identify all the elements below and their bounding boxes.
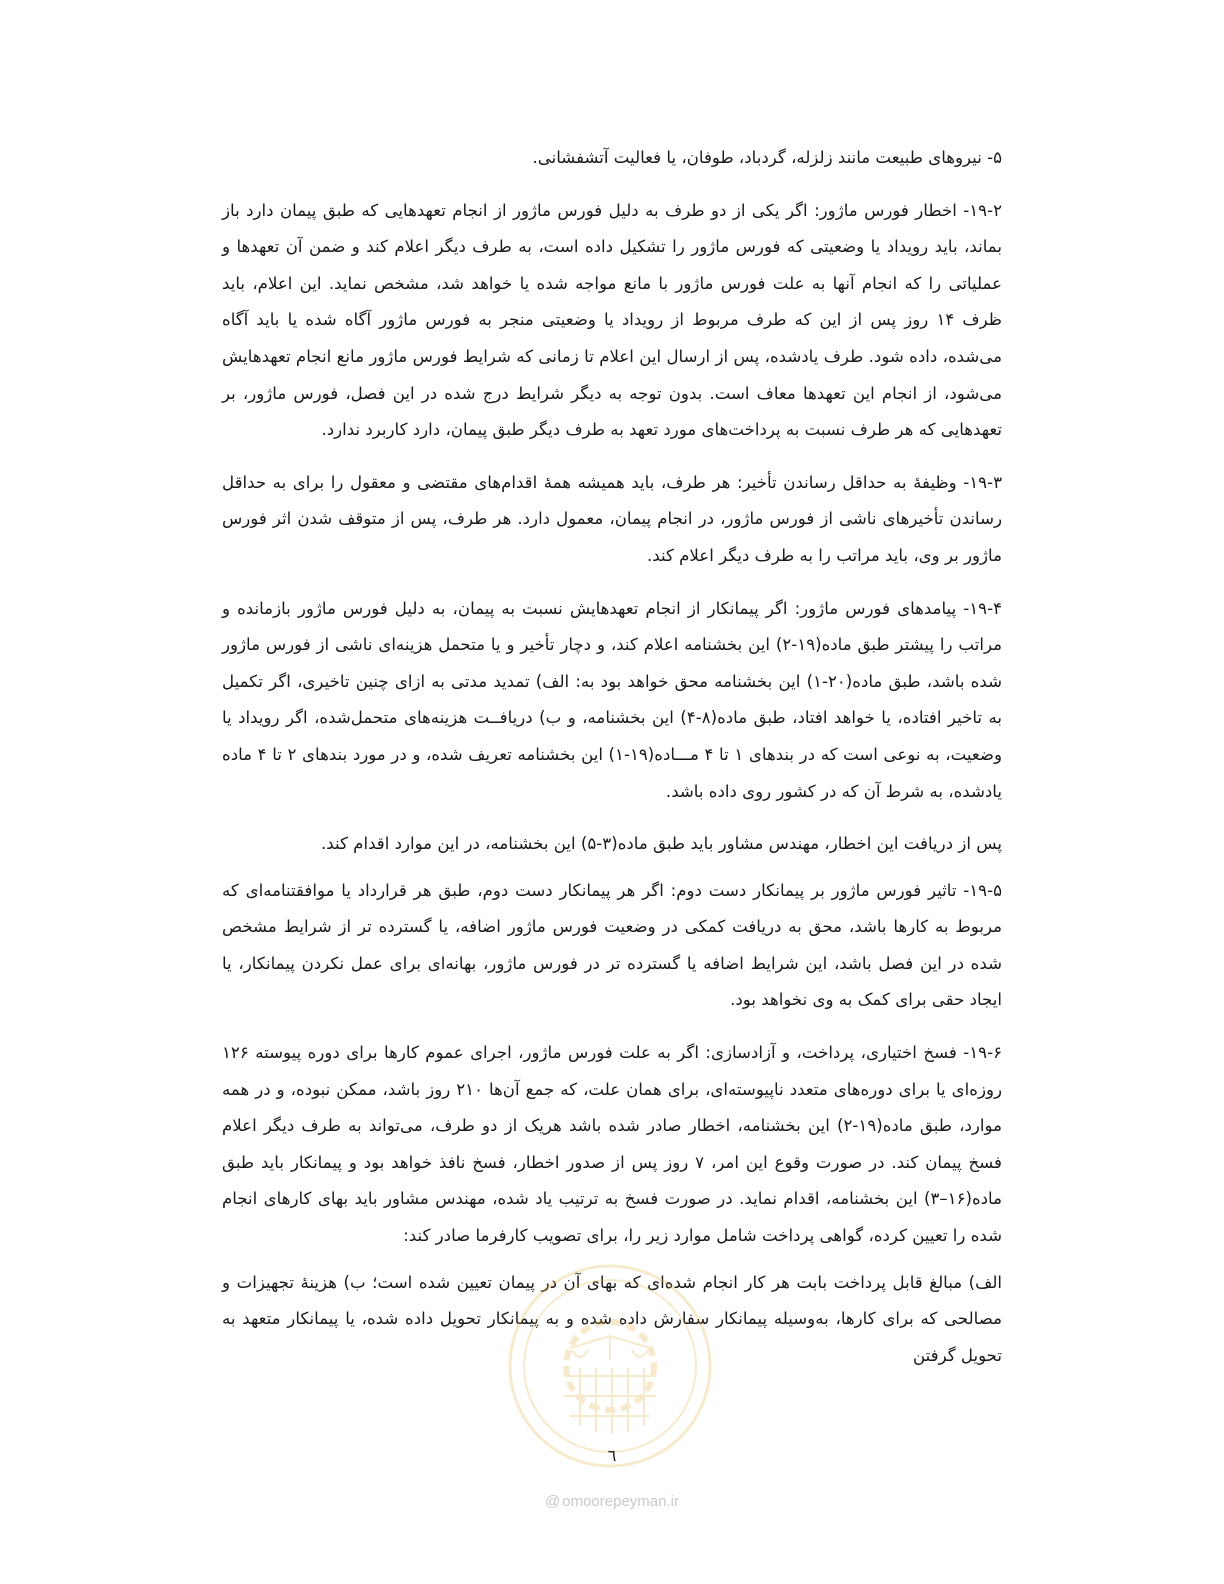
watermark-url — [0, 1493, 1224, 1510]
document-body — [222, 140, 1002, 1390]
paragraph-19-3-minimize-delay: ۱۹-۳- وظیفهٔ به حداقل رساندن تأخیر: هر طرف، باید همیشه همهٔ اقدام‌های مقتضی و معقول را برای به حداقل رساندن تأخیرهای ناشی از فورس ماژور، در انجام پیمان، معمول دارد. هر طرف، پس از متوقف شدن اثر فورس ماژور بر وی، باید مراتب را به طرف دیگر اعلام کند. — [222, 472, 1002, 565]
page-number: ٦ — [607, 1446, 617, 1465]
paragraph-payment-items: الف) مبالغ قابل پرداخت بابت هر کار انجام شده‌ای که بهای آن در پیمان تعیین شده است؛ ب) هزینهٔ تجهیزات و مصالحی که برای کارها، به‌وسیله پیمانکار سفارش داده شده و به پیمانکار تحویل داده شده، یا پیمانکار متعهد به تحویل گرفتن — [222, 1272, 1002, 1365]
at-sign-icon: @ — [545, 1493, 561, 1510]
paragraph-19-4-consequences: ۱۹-۴- پیامدهای فورس ماژور: اگر پیمانکار از انجام تعهدهایش نسبت به پیمان، به دلیل فورس ماژور بازمانده و مراتب را پیشتر طبق ماده(۱۹-۲) این بخشنامه اعلام کند، و دچار تأخیر و یا متحمل هزینه‌ای ناشی از فورس ماژور شده باشد، طبق ماده(۲۰-۱) این بخشنامه محق خواهد بود به: الف) تمدید مدتی به ازای چنین تاخیری، اگر تکمیل به تاخیر افتاده، یا خواهد افتاد، طبق ماده(۸-۴) این بخشنامه، و ب) دریافــت هزینه‌های متحمل‌شده، اگر رویداد یا وضعیت، به نوعی است که در بندهای ۱ تا ۴ مـــاده(۱۹-۱) این بخشنامه تعریف شده، و در مورد بندهای ۲ تا ۴ ماده یادشده، به شرط آن که در کشور روی داده باشد. — [222, 598, 1002, 801]
paragraph-engineer-action: پس از دریافت این اخطار، مهندس مشاور باید طبق ماده(۳-۵) این بخشنامه، در این موارد اقدام کند. — [321, 834, 1002, 854]
paragraph-19-2-notice: ۱۹-۲- اخطار فورس ماژور: اگر یکی از دو طرف به دلیل فورس ماژور از انجام تعهدهایی که طبق پیمان دارد باز بماند، باید رویداد یا وضعیتی که فورس ماژور را تشکیل داده است، به طرف دیگر اعلام کند و ضمن آن تعهدها و عملیاتی را که انجام آنها به علت فورس ماژور با مانع مواجه شده یا خواهد شد، مشخص نماید. این اعلام، باید ظرف ۱۴ روز پس از این که طرف مربوط از رویداد یا وضعیتی منجر به فورس ماژور آگاه شده یا باید آگاه می‌شده، داده شود. طرف یادشده، پس از ارسال این اعلام تا زمانی که شرایط فورس ماژور مانع انجام تعهدهایش می‌شود، از انجام این تعهدها معاف است. بدون توجه به دیگر شرایط درج شده در این فصل، فورس ماژور، بر تعهدهایی که هر طرف نسبت به پرداخت‌های مورد تعهد به طرف دیگر طبق پیمان، دارد کاربرد ندارد. — [222, 200, 1002, 440]
paragraph-19-5-subcontractor: ۱۹-۵- تاثیر فورس ماژور بر پیمانکار دست دوم: اگر هر پیمانکار دست دوم، طبق هر قرارداد یا موافقتنامه‌ای که مربوط به کارها باشد، محق به دریافت کمکی در وضعیت فورس ماژور اضافه، یا گسترده تر از شرایط مشخص شده در این فصل باشد، این شرایط اضافه یا گسترده تر در فورس ماژور، بهانه‌ای برای عمل نکردن پیمانکار، یا ایجاد حقی برای کمک به وی نخواهد بود. — [222, 880, 1002, 1010]
paragraph-force-nature: ۵- نیروهای طبیعت مانند زلزله، گردباد، طوفان، یا فعالیت آتشفشانی. — [532, 148, 1002, 167]
watermark-url-text: omoorepeyman.ir — [562, 1493, 679, 1510]
paragraph-19-6-termination: ۱۹-۶- فسخ اختیاری، پرداخت، و آزادسازی: اگر به علت فورس ماژور، اجرای عموم کارها برای دوره پیوسته ۱۲۶ روزه‌ای یا برای دوره‌های متعدد ناپیوسته‌ای، برای همان علت، که جمع آن‌ها ۲۱۰ روز باشد، ممکن نبوده، و در همه موارد، طبق ماده(۱۹-۲) این بخشنامه، اخطار صادر شده باشد هریک از دو طرف، می‌تواند به طرف دیگر اعلام فسخ پیمان کند. در صورت وقوع این امر، ۷ روز پس از صدور اخطار، فسخ نافذ خواهد بود و پیمانکار باید طبق ماده(۱۶–۳) این بخشنامه، اقدام نماید. در صورت فسخ به ترتیب یاد شده، مهندس مشاور باید بهای کارهای انجام شده را تعیین کرده، گواهی پرداخت شامل موارد زیر را، برای تصویب کارفرما صادر کند: — [222, 1043, 1002, 1246]
